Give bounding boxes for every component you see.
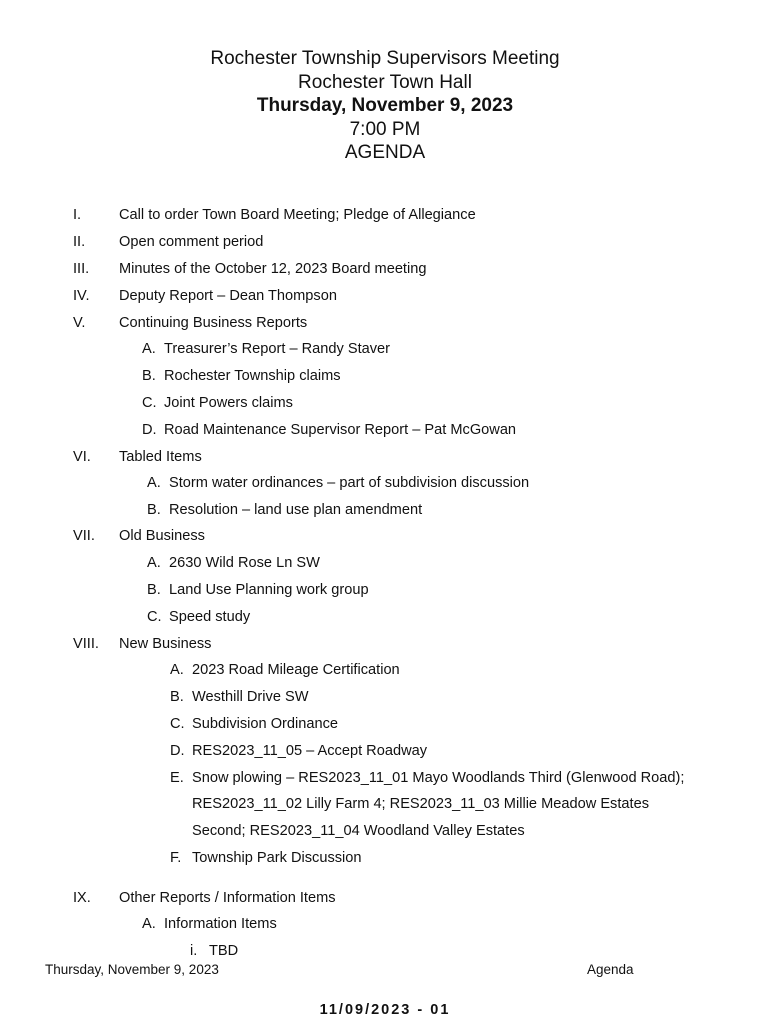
agenda-item-open-comment: Open comment period [119,234,264,250]
agenda-item-call-to-order: Call to order Town Board Meeting; Pledge of Allegiance [119,207,476,223]
sub-item-letter: B. [170,689,184,705]
footer-label: Agenda [587,962,634,977]
sub-item-road-mileage: 2023 Road Mileage Certification [192,662,400,678]
sub-item-snow-plowing-cont: RES2023_11_02 Lilly Farm 4; RES2023_11_03 Millie Meadow Estates [192,796,649,812]
sub-item-snow-plowing: Snow plowing – RES2023_11_01 Mayo Woodlands Third (Glenwood Road); [192,770,685,786]
agenda-item-other-reports: Other Reports / Information Items [119,890,336,906]
sub-item-letter: F. [170,850,182,866]
document-stamp: 11/09/2023 - 01 [319,1002,451,1018]
item-numeral: II. [73,234,86,250]
sub-item-snow-plowing-cont: Second; RES2023_11_04 Woodland Valley Estates [192,823,525,839]
sub-item-road-maintenance-report: Road Maintenance Supervisor Report – Pat McGowan [164,422,517,438]
sub-item-letter: D. [170,743,185,759]
meeting-location: Rochester Town Hall [298,71,472,93]
sub-sub-item-tbd: TBD [209,943,239,959]
sub-item-storm-water: Storm water ordinances – part of subdivision discussion [169,475,530,491]
sub-item-letter: C. [147,609,162,625]
footer-date: Thursday, November 9, 2023 [45,962,219,977]
agenda-item-minutes: Minutes of the October 12, 2023 Board meeting [119,261,427,277]
agenda-item-new-business: New Business [119,636,212,652]
meeting-title: Rochester Township Supervisors Meeting [210,48,560,69]
item-numeral: I. [73,207,82,223]
sub-item-subdivision-ordinance: Subdivision Ordinance [192,716,339,732]
agenda-item-continuing-business: Continuing Business Reports [119,315,308,331]
sub-item-letter: B. [142,368,156,384]
sub-item-letter: A. [170,662,184,678]
sub-item-land-use-group: Land Use Planning work group [169,582,369,598]
sub-item-letter: B. [147,582,161,598]
sub-item-letter: D. [142,422,157,438]
item-numeral: IX. [73,890,91,906]
sub-item-westhill-drive: Westhill Drive SW [192,689,309,705]
sub-sub-item-numeral: i. [190,943,198,959]
item-numeral: VIII. [73,636,99,652]
item-numeral: IV. [73,288,90,304]
sub-item-township-park: Township Park Discussion [192,850,362,866]
sub-item-letter: C. [170,716,185,732]
agenda-heading: AGENDA [344,142,426,164]
sub-item-treasurer-report: Treasurer’s Report – Randy Staver [164,341,391,357]
sub-item-letter: E. [170,770,184,786]
sub-item-letter: B. [147,502,161,518]
agenda-item-old-business: Old Business [119,528,205,544]
sub-item-joint-powers-claims: Joint Powers claims [164,395,293,411]
sub-item-letter: A. [147,555,161,571]
meeting-time: 7:00 PM [349,118,421,140]
sub-item-township-claims: Rochester Township claims [164,368,341,384]
agenda-item-deputy-report: Deputy Report – Dean Thompson [119,288,337,304]
sub-item-information-items: Information Items [164,916,277,932]
agenda-item-tabled-items: Tabled Items [119,449,202,465]
item-numeral: VII. [73,528,95,544]
sub-item-accept-roadway: RES2023_11_05 – Accept Roadway [192,743,428,759]
sub-item-land-use-resolution: Resolution – land use plan amendment [169,502,423,518]
sub-item-wild-rose: 2630 Wild Rose Ln SW [169,555,320,571]
item-numeral: VI. [73,449,91,465]
document-header [0,47,770,165]
sub-item-letter: A. [147,475,161,491]
item-numeral: V. [73,315,86,331]
item-numeral: III. [73,261,90,277]
sub-item-letter: A. [142,341,156,357]
sub-item-speed-study: Speed study [169,609,251,625]
sub-item-letter: C. [142,395,157,411]
meeting-date: Thursday, November 9, 2023 [256,95,514,117]
sub-item-letter: A. [142,916,156,932]
